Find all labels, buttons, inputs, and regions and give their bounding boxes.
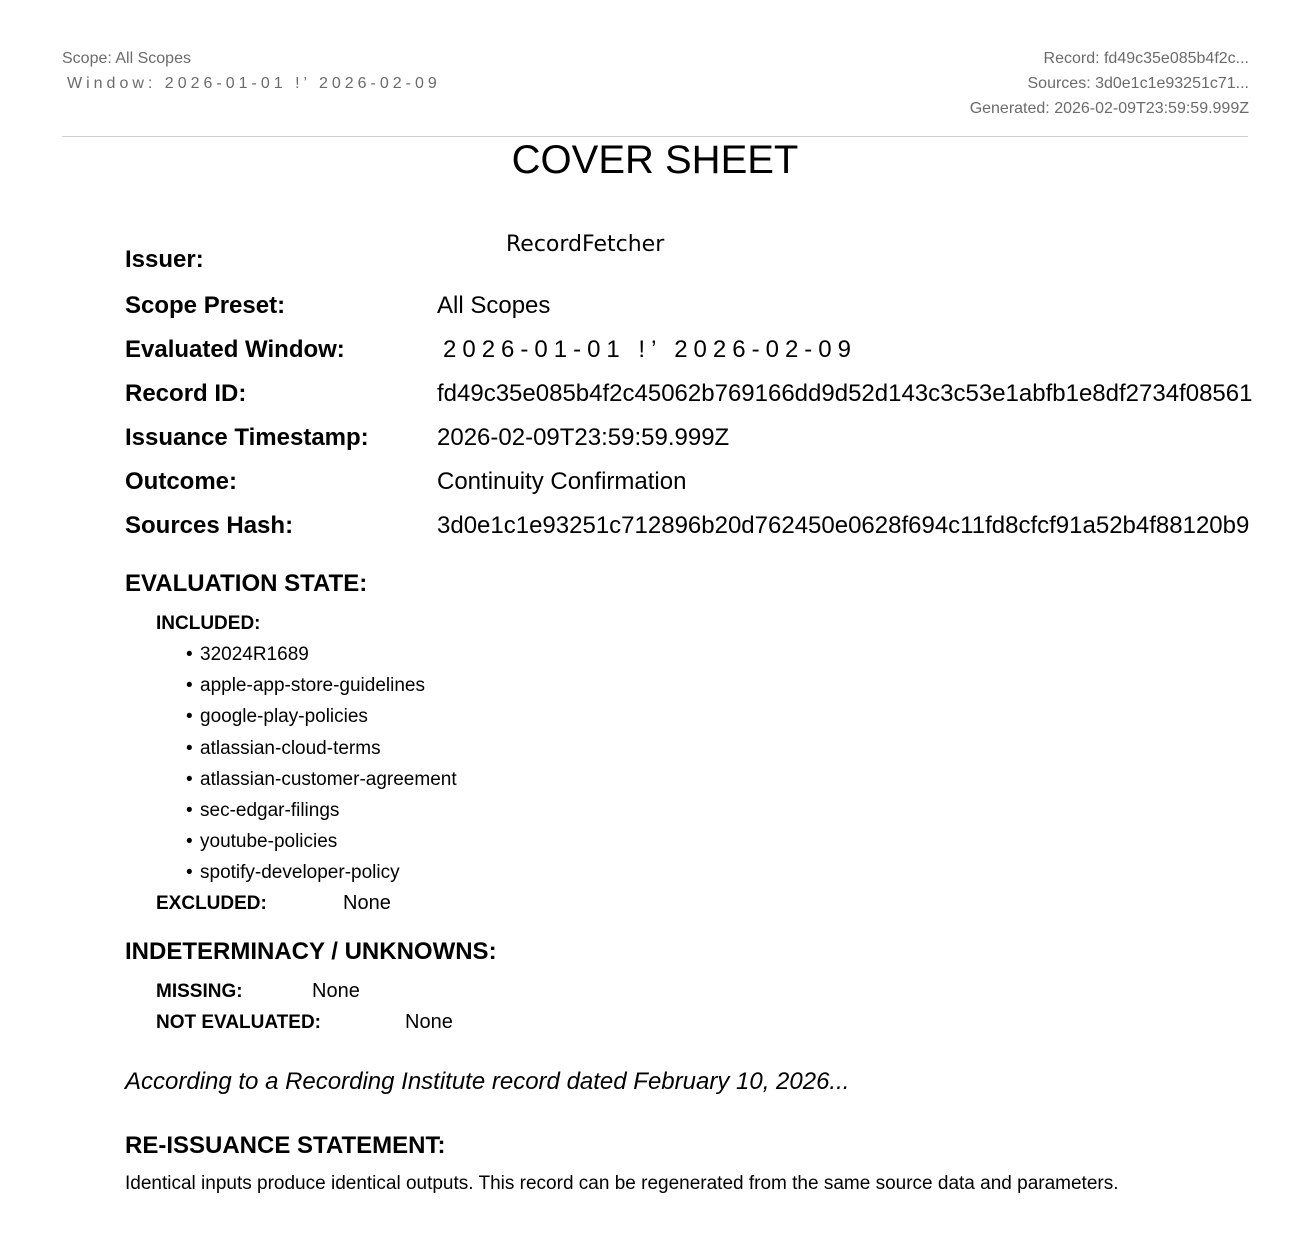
excluded-value: None: [343, 892, 391, 914]
included-list: [186, 642, 457, 892]
reissuance-statement: Identical inputs produce identical outputs. This record can be regenerated from the same source data and parameters.: [125, 1173, 1119, 1194]
field-value: 3d0e1c1e93251c712896b20d762450e0628f694c11fd8cfcf91a52b4f88120b9: [437, 512, 1250, 539]
list-item: • atlassian-customer-agreement: [186, 767, 457, 798]
field-value: 2026-01-01 !’ 2026-02-09: [443, 336, 857, 363]
header-left: [62, 46, 441, 96]
list-item: • sec-edgar-filings: [186, 798, 457, 829]
list-item: • google-play-policies: [186, 704, 457, 735]
field-label: Sources Hash:: [125, 512, 294, 539]
evaluation-state-heading: EVALUATION STATE:: [125, 570, 368, 597]
record-quote: According to a Recording Institute record dated February 10, 2026...: [125, 1068, 850, 1095]
list-item: • youtube-policies: [186, 829, 457, 860]
field-label: Evaluated Window:: [125, 336, 345, 363]
field-outcome: [125, 468, 1285, 512]
header-generated: Generated: 2026-02-09T23:59:59.999Z: [969, 100, 1249, 117]
list-item: • 32024R1689: [186, 642, 457, 673]
indeterminacy-heading: INDETERMINACY / UNKNOWNS:: [125, 938, 497, 965]
field-value: All Scopes: [437, 292, 551, 319]
field-value: 2026-02-09T23:59:59.999Z: [437, 424, 730, 451]
included-label: INCLUDED:: [156, 613, 261, 634]
cover-fields: [125, 232, 1285, 556]
missing-value: None: [312, 980, 360, 1002]
field-label: Record ID:: [125, 380, 247, 407]
field-label: Issuance Timestamp:: [125, 424, 369, 451]
list-item: • spotify-developer-policy: [186, 860, 457, 891]
header-right: [970, 46, 1249, 121]
field-label: Scope Preset:: [125, 292, 286, 319]
page-title: COVER SHEET: [511, 138, 799, 182]
field-issuance-timestamp: [125, 424, 1285, 468]
field-sources-hash: [125, 512, 1285, 556]
list-item: • apple-app-store-guidelines: [186, 673, 457, 704]
not-evaluated-value: None: [405, 1011, 453, 1033]
header-sources: Sources: 3d0e1c1e93251c71...: [1027, 75, 1249, 92]
header-divider: [62, 136, 1248, 137]
field-scope-preset: [125, 292, 1285, 336]
field-value: RecordFetcher: [506, 232, 665, 257]
field-value: Continuity Confirmation: [437, 468, 687, 495]
field-label: Outcome:: [125, 468, 238, 495]
field-label: Issuer:: [125, 246, 204, 273]
missing-label: MISSING:: [156, 981, 243, 1002]
field-value: fd49c35e085b4f2c45062b769166dd9d52d143c3c53e1abfb1e8df2734f08561: [437, 380, 1253, 407]
header-record: Record: fd49c35e085b4f2c...: [1043, 50, 1249, 67]
excluded-label: EXCLUDED:: [156, 893, 267, 914]
list-item: • atlassian-cloud-terms: [186, 736, 457, 767]
field-evaluated-window: [125, 336, 1285, 380]
header-scope: Scope: All Scopes: [62, 50, 191, 67]
not-evaluated-label: NOT EVALUATED:: [156, 1012, 322, 1033]
field-record-id: [125, 380, 1285, 424]
header-window: Window: 2026-01-01 !’ 2026-02-09: [67, 75, 441, 92]
reissuance-heading: RE-ISSUANCE STATEMENT:: [125, 1132, 446, 1159]
field-issuer: [125, 232, 1285, 292]
